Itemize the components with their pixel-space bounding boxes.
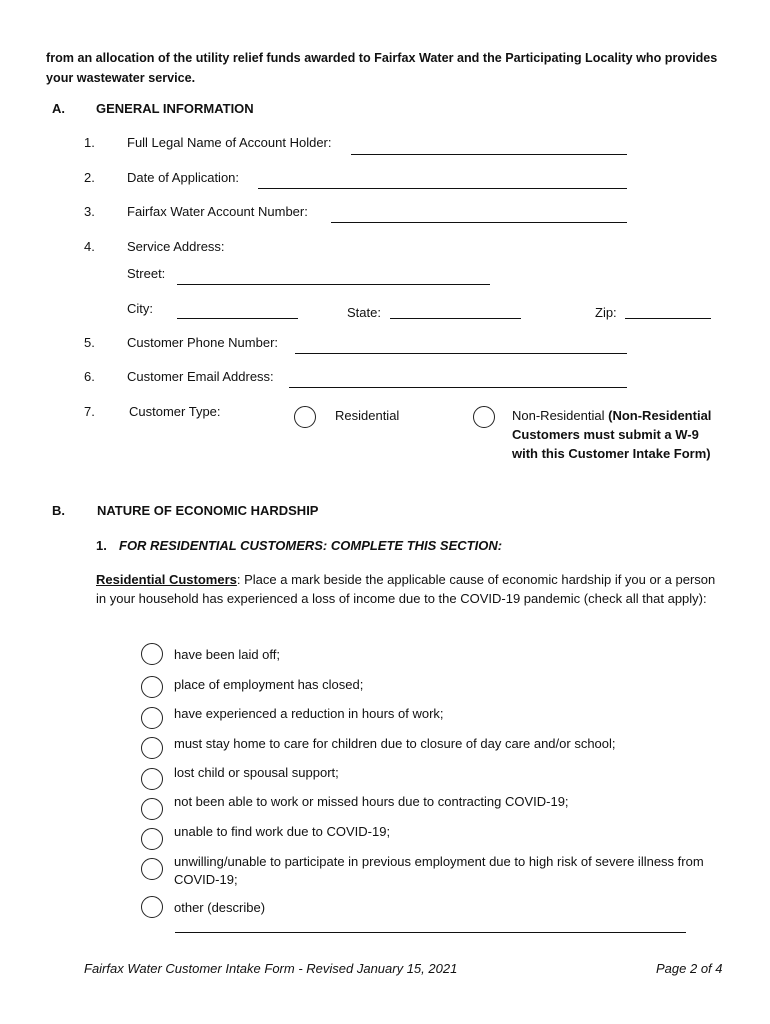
phone-label: Customer Phone Number: — [127, 335, 279, 350]
state-field[interactable] — [390, 318, 521, 319]
section-b-letter: B. — [52, 503, 65, 518]
field-6-number: 6. — [84, 369, 95, 384]
phone-field[interactable] — [295, 353, 627, 354]
residential-subsection-title: FOR RESIDENTIAL CUSTOMERS: COMPLETE THIS SECTION: — [119, 538, 503, 553]
application-date-label: Date of Application: — [127, 170, 240, 185]
hardship-option-label: not been able to work or missed hours due to contracting COVID-19; — [174, 794, 569, 809]
account-holder-name-field[interactable] — [351, 154, 627, 155]
field-2-number: 2. — [84, 170, 95, 185]
non-residential-radio[interactable] — [473, 406, 495, 428]
city-label: City: — [127, 301, 153, 316]
subsection-1-number: 1. — [96, 538, 107, 553]
hardship-option-radio[interactable] — [141, 737, 163, 759]
hardship-option-radio[interactable] — [141, 768, 163, 790]
field-5-number: 5. — [84, 335, 95, 350]
hardship-option-radio[interactable] — [141, 858, 163, 880]
hardship-option-label: place of employment has closed; — [174, 677, 364, 692]
field-7-number: 7. — [84, 404, 95, 419]
account-number-field[interactable] — [331, 222, 627, 223]
residential-label: Residential — [335, 408, 400, 423]
application-date-field[interactable] — [258, 188, 627, 189]
hardship-option-radio[interactable] — [141, 643, 163, 665]
footer-form-title: Fairfax Water Customer Intake Form - Revised January 15, 2021 — [84, 961, 458, 976]
city-field[interactable] — [177, 318, 298, 319]
street-field[interactable] — [177, 284, 490, 285]
non-residential-note: (Non-Residential Customers must submit a W-9 with this Customer Intake Form) — [512, 408, 712, 461]
hardship-option-label: unable to find work due to COVID-19; — [174, 824, 391, 839]
residential-instructions-body: : Place a mark beside the applicable cause of economic hardship if you or a person in your household has experienced a loss of income due to the COVID-19 pandemic (check all that apply): — [96, 572, 716, 606]
hardship-option-label: have experienced a reduction in hours of work; — [174, 706, 444, 721]
non-residential-text: Non-Residential — [512, 408, 605, 423]
section-b-title: NATURE OF ECONOMIC HARDSHIP — [97, 503, 319, 518]
non-residential-label — [512, 406, 727, 463]
zip-field[interactable] — [625, 318, 711, 319]
hardship-option-radio[interactable] — [141, 676, 163, 698]
hardship-option-label: have been laid off; — [174, 647, 281, 662]
hardship-option-radio[interactable] — [141, 828, 163, 850]
email-field[interactable] — [289, 387, 627, 388]
hardship-option-label: lost child or spousal support; — [174, 765, 339, 780]
hardship-option-radio[interactable] — [141, 896, 163, 918]
state-label: State: — [347, 305, 381, 320]
residential-instructions — [96, 570, 726, 608]
email-label: Customer Email Address: — [127, 369, 274, 384]
hardship-option-label: unwilling/unable to participate in previous employment due to high risk of severe illness from COVID-19; — [174, 854, 704, 887]
residential-customers-lead: Residential Customers — [96, 572, 237, 587]
section-a-letter: A. — [52, 101, 65, 116]
other-describe-field[interactable] — [175, 932, 686, 933]
footer-page-number: Page 2 of 4 — [656, 961, 723, 976]
hardship-option-radio[interactable] — [141, 707, 163, 729]
field-4-number: 4. — [84, 239, 95, 254]
account-holder-name-label: Full Legal Name of Account Holder: — [127, 135, 332, 150]
zip-label: Zip: — [595, 305, 617, 320]
account-number-label: Fairfax Water Account Number: — [127, 204, 308, 219]
customer-type-label: Customer Type: — [129, 404, 221, 419]
service-address-label: Service Address: — [127, 239, 225, 254]
hardship-option-radio[interactable] — [141, 798, 163, 820]
field-1-number: 1. — [84, 135, 95, 150]
section-a-title: GENERAL INFORMATION — [96, 101, 254, 116]
street-label: Street: — [127, 266, 166, 281]
field-3-number: 3. — [84, 204, 95, 219]
intro-text: from an allocation of the utility relief funds awarded to Fairfax Water and the Participating Locality who provides your wastewater service. — [46, 51, 718, 85]
hardship-option-label: other (describe) — [174, 900, 266, 915]
hardship-option-label: must stay home to care for children due to closure of day care and/or school; — [174, 736, 616, 751]
residential-radio[interactable] — [294, 406, 316, 428]
